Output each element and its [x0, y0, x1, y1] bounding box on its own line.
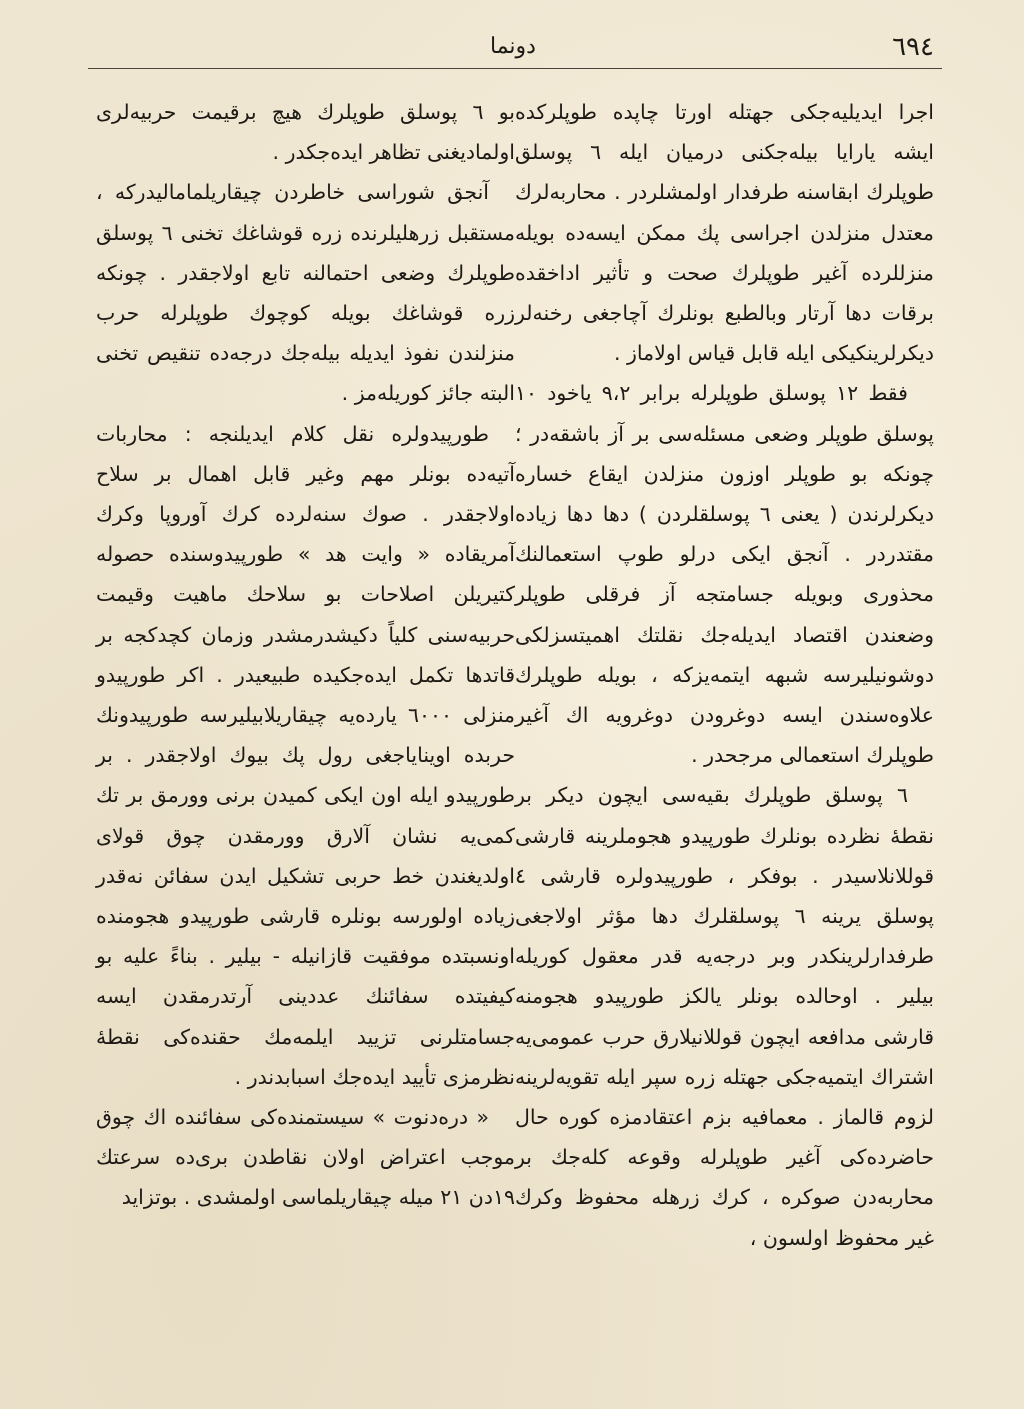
- running-title: دونما: [490, 34, 536, 59]
- paragraph: بو ٦ پوسلق طوپلرك هیچ برقیمت حربیه‌لری اولمادیغنی تظاهر ایده‌جکدر .: [96, 100, 515, 165]
- page-number: ٦٩٤: [892, 32, 934, 62]
- paragraph: ٦ پوسلق طوپلرك بقیه‌سی ایچون دیکر بر نقطهٔ نظرده بونلرك طورپیدو هجوملرینه قارشی قوللانلاسیدر . بوفکر ، طورپیدولره قارشی ٤ پوسلق یرینه ٦ پوسلقلرك دها مؤثر اولاجغی طرفدارلرینکدر وبر درجه‌یه قدر معقول کوریله بیلیر . اوحالده بونلر یالکز طورپیدو هجومنه قارشی مدافعه ایچون قوللانیلارق حرب عمومی‌یه اشتراك ایتمیه‌جکی جهتله زره سپر ایله تقویه‌لرینه لزوم قالماز . معمافیه بزم اعتقادمزه کوره حال حاضرده‌کی آغیر طوپلرله وقوعه کله‌جك بر محاربه‌دن صوکره ، کرك زرهله محفوظ وکرك غیر محفوظ اولسون ،: [515, 783, 934, 1250]
- paragraph: طورپیدولره نقل کلام ایدیلنجه : محاربات آتیه‌ده بونلر مهم وغیر قابل اهمال بر سلاح اولاجقدر . صوك سنه‌لرده کرك آوروپا وکرك آمریقاده « وایت هد » طورپیدوسنده حصوله کتیریلن اصلاحات بو سلاحك ماهیت وقیمت حربیه‌سنی کلیاً دکیشدرمشدر وزمان کچدکجه بر قاتدها تکمل ایده‌جکیده طبیعیدر . اکر طورپیدو منزلی ٦٠٠٠ یارده‌یه چیقاریلابیلیرسه طورپیدونك حربده اوینایاجغی رول پك بیوك اولاجقدر . بر طورپیدو ایله اون ایکی کمیدن برنی وورمق بر تك کمی‌یه نشان آلارق وورمقدن چوق قولای اولدیغندن خط حربی تشکیل ایدن سفائن نه‌قدر زیاده اولورسه بونلره قارشی طورپیدو هجومنده اونسبتده موفقیت قازانیله - بیلیر . بناءً علیه بو کیفیتده سفائنك عددینی آرتدرمقدن ایسه جسامتلرنی تزیید ایلمه‌مك حقنده‌کی نقطهٔ نظرمزی تأیید ایده‌جك اسبابدندر .: [96, 421, 515, 1089]
- header-rule: [88, 68, 942, 71]
- paragraph: آنجق شوراسی خاطردن چیقاریلمامالیدرکه ، مستقبل زرهلیلرنده زره قوشاغك تخنی ٦ پوسلق طوپلرك وضعی احتمالنه تابع اولاجقدر . چونکه زره قوشاغك بویله کوچوك طوپلرله حرب منزلندن نفوذ ایدیله بیله‌جك درجه‌ده تنقیص تخنی البته جائز کوریله‌مز .: [96, 180, 515, 406]
- right-column: [515, 92, 934, 1369]
- page-header: [90, 30, 944, 70]
- text-columns: [96, 92, 934, 1369]
- paragraph: فقط ١٢ پوسلق طوپلرله برابر ٩،٢ یاخود ١٠ پوسلق طوپلر وضعی مسئله‌سی بر آز باشقه‌در ؛ چونکه بو طوپلر اوزون منزلدن ایقاع خساره دیکرلرندن ( یعنی ٦ پوسلقلردن ) دها دها زیاده مقتدردر . آنجق ایکی درلو طوپ استعمالنك محذوری وبویله جسامتجه آز فرقلی طوپلر وضعندن اقتصاد ایدیله‌جك نقلتك اهمیتسزلکی دوشونیلیرسه شبهه ایتمه‌یزکه ، بویله طوپلرك علاوه‌سندن ایسه دوغرودن دوغرویه اك آغیر طوپلرك استعمالی مرجحدر .: [515, 381, 934, 768]
- left-column: [96, 92, 515, 1369]
- paragraph: اجرا ایدیلیه‌جکی جهتله اورتا چاپده طوپلرکده ایشه یارایا بیله‌جکنی درمیان ایله ٦ پوسلق طوپلرك ابقاسنه طرفدار اولمشلردر . محاربه‌لرك معتدل منزلدن اجراسی پك ممکن ایسه‌ده بویله منزللرده آغیر طوپلرك صحت و تأثیر اداخقده برقات دها آرتار وبالطبع بونلرك آچاجغی رخنه‌لر دیکرلرینکیکی ایله قابل قیاس اولاماز .: [515, 100, 935, 366]
- paragraph: « دره‌دنوت » سیستمنده‌کی سفائنده اك چوق موجب اعتراض اولان نقاطدن بری‌ده سرعتك ١٩دن ٢١ میله چیقاریلماسی اولمشدی . بوتزاید: [96, 1105, 515, 1210]
